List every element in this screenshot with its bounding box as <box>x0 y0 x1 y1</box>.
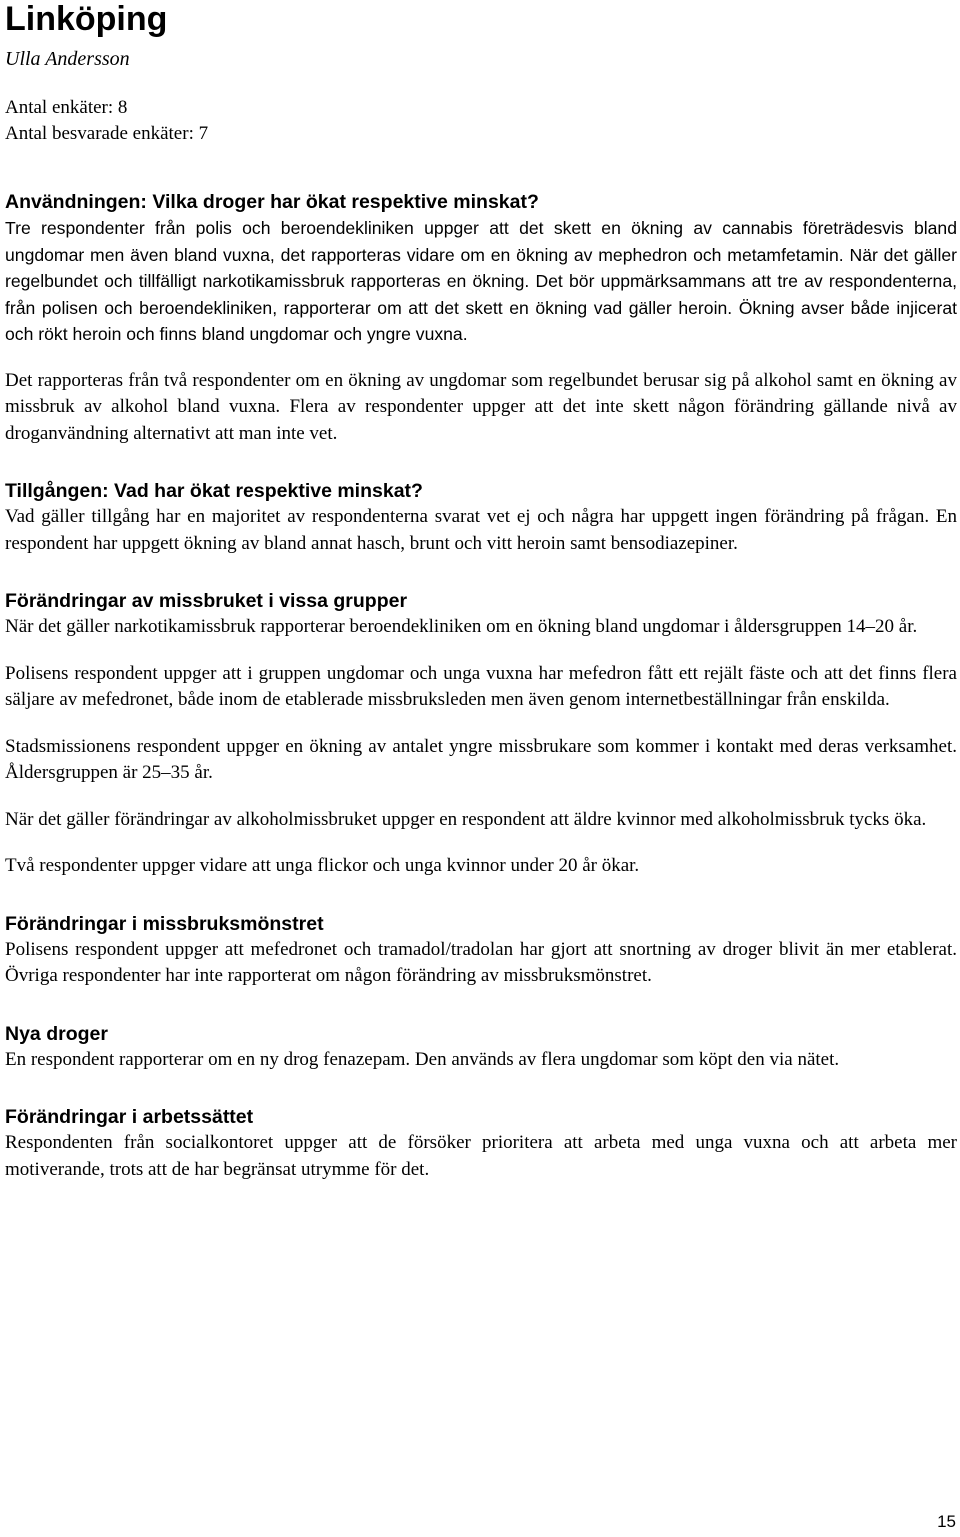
surveys-answered: Antal besvarade enkäter: 7 <box>5 123 209 144</box>
new-drugs-paragraph-1: En respondent rapporterar om en ny drog fenazepam. Den används av flera ungdomar som köpt den via nätet. <box>5 1048 840 1070</box>
usage-paragraph-2: Det rapporteras från två respondenter om en ökning av ungdomar som regelbundet berusar sig på alkohol samt en ökning av missbruk av alkohol bland vuxna. Flera av respondenter uppger att det inte skett någon förändring gällande nivå av droganvändning alternativt att man inte vet. <box>5 369 957 444</box>
author: Ulla Andersson <box>5 48 130 70</box>
groups-paragraph-5: Två respondenter uppger vidare att unga flickor och unga kvinnor under 20 år ökar. <box>5 855 640 876</box>
section-heading-groups: Förändringar av missbruket i vissa grupper <box>5 590 408 612</box>
groups-paragraph-2: Polisens respondent uppger att i gruppen ungdomar och unga vuxna har mefedron fått ett rejält fäste och att det finns flera säljare av mefedronet, både inom de etablerade missbruksleden men även genom internetbeställningar från enskilda. <box>5 662 957 710</box>
groups-paragraph-1: När det gäller narkotikamissbruk rapporterar beroendekliniken om en ökning bland ungdomar i åldersgruppen 14–20 år. <box>5 616 918 637</box>
document-page <box>5 0 957 1183</box>
groups-paragraph-3: Stadsmissionens respondent uppger en ökning av antalet yngre missbrukare som kommer i kontakt med deras verksamhet. Åldersgruppen är 25–35 år. <box>5 735 957 783</box>
section-heading-new-drugs: Nya droger <box>5 1022 108 1045</box>
section-heading-work: Förändringar i arbetssättet <box>5 1106 254 1128</box>
section-heading-usage: Användningen: Vilka droger har ökat respektive minskat? <box>5 191 539 213</box>
patterns-paragraph-1: Polisens respondent uppger att mefedronet och tramadol/tradolan har gjort att snortning av droger blivit än mer etablerat. Övriga respondenter har inte rapporterat om någon förändring av missbruksmönstret. <box>5 938 957 986</box>
section-heading-supply: Tillgången: Vad har ökat respektive minskat? <box>5 480 423 502</box>
surveys-sent: Antal enkäter: 8 <box>5 97 128 118</box>
page-title: Linköping <box>5 0 168 38</box>
groups-paragraph-4: När det gäller förändringar av alkoholmissbruket uppger en respondent att äldre kvinnor med alkoholmissbruk tycks öka. <box>5 808 927 830</box>
work-paragraph-1: Respondenten från socialkontoret uppger att de försöker prioritera att arbeta med unga vuxna och att arbeta mer motiverande, trots att de har begränsat utrymme för det. <box>5 1132 957 1180</box>
page-number: 15 <box>937 1512 956 1531</box>
supply-paragraph-1: Vad gäller tillgång har en majoritet av respondenterna svarat vet ej och några har uppgett ingen förändring på frågan. En respondent har uppgett ökning av bland annat hasch, brunt och vitt heroin samt bensodiazepiner. <box>5 506 957 554</box>
usage-paragraph-1: Tre respondenter från polis och beroendekliniken uppger att det skett en ökning av cannabis företrädesvis bland ungdomar men även bland vuxna, det rapporteras vidare om en ökning av mephedron och metamfetamin. När det gäller regelbundet och tillfälligt narkotikamissbruk rapporteras en ökning. Det bör uppmärksammans att tre av respondenterna, från polisen och beroendekliniken, rapporterar om att det skett en ökning vad gäller heroin. Ökning avser både injicerat och rökt heroin och finns bland ungdomar och yngre vuxna. <box>5 218 957 344</box>
section-heading-patterns: Förändringar i missbruksmönstret <box>5 912 324 935</box>
